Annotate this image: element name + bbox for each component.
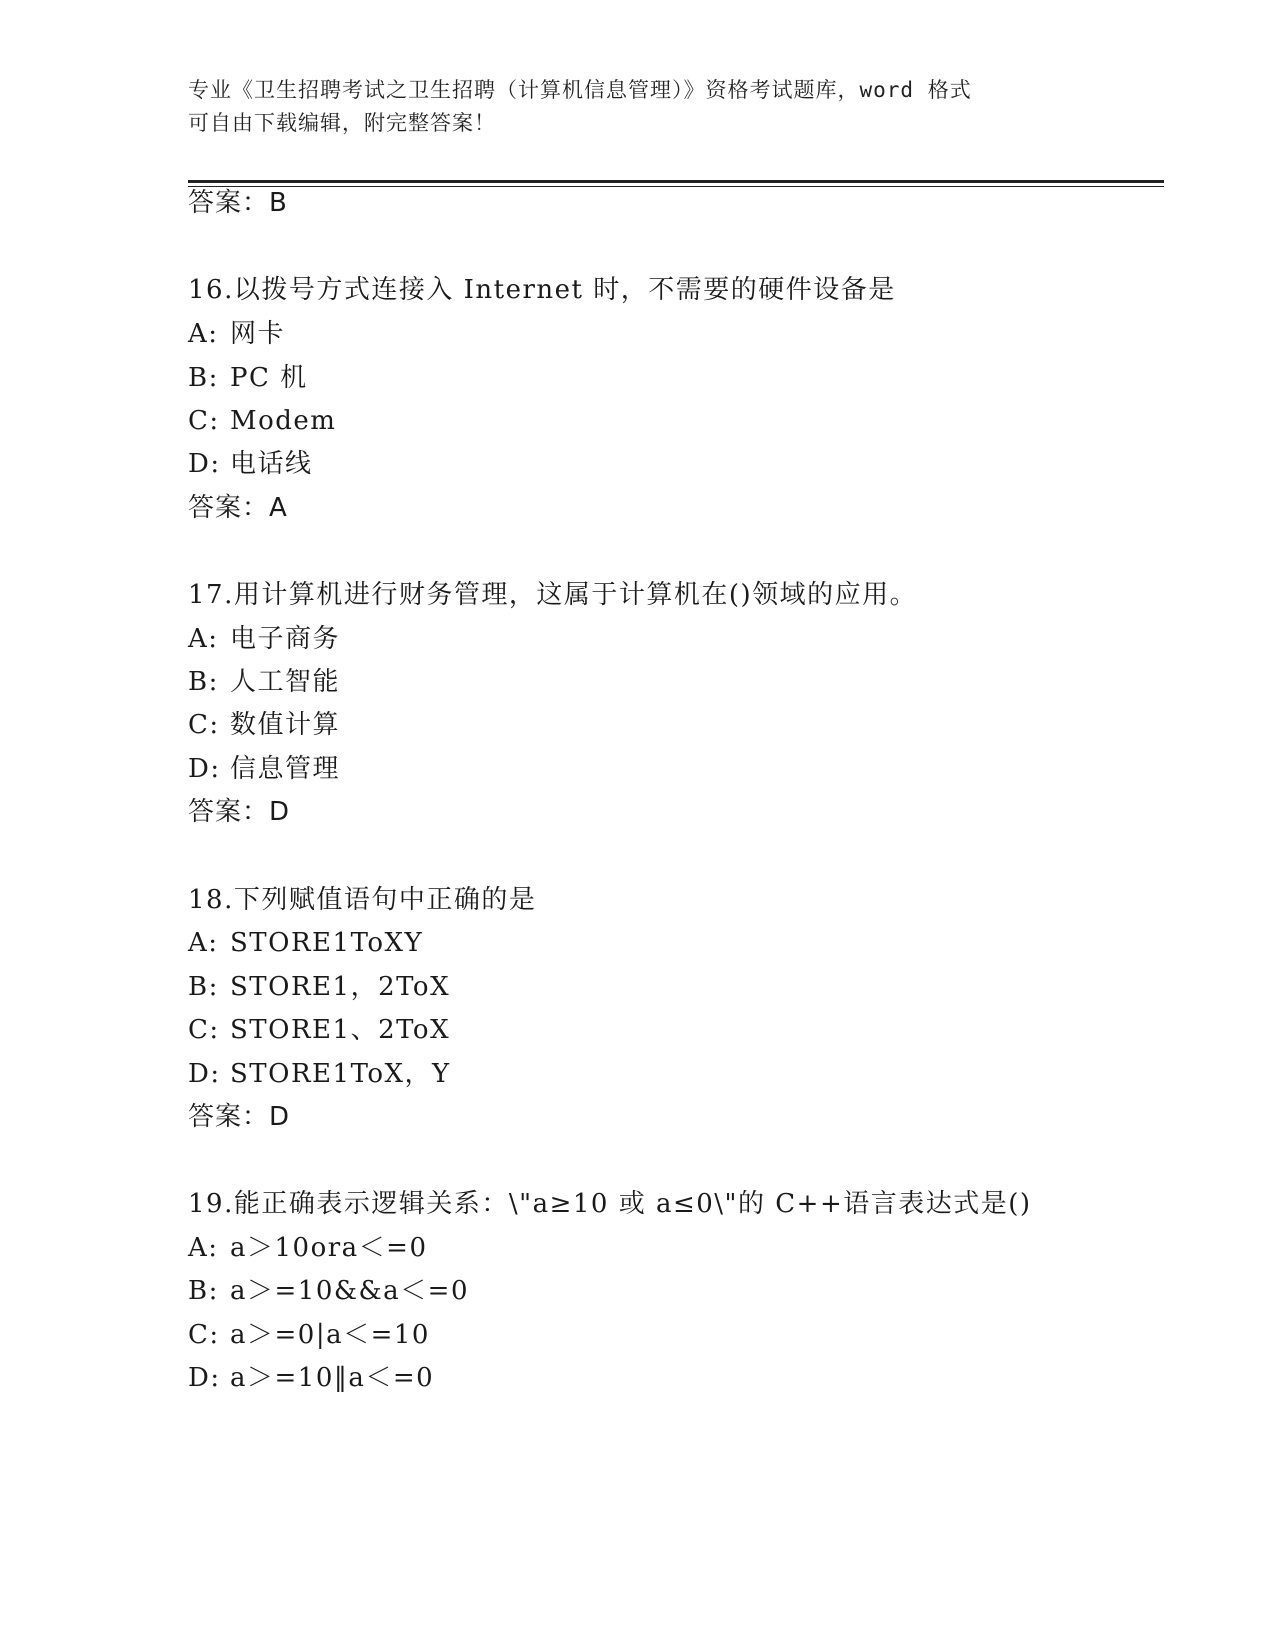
- option-letter: B:: [188, 972, 219, 1002]
- option-text: a＞=0|a＜=10: [230, 1320, 430, 1350]
- option-text: STORE1，2ToX: [230, 972, 451, 1002]
- option-19-d: [188, 1361, 434, 1395]
- option-16-b: [188, 361, 308, 395]
- option-text: STORE1、2ToX: [230, 1015, 451, 1045]
- option-text: a＞=10&&a＜=0: [230, 1276, 469, 1306]
- option-text: 人工智能: [230, 667, 341, 697]
- answer-prev: 答案：B: [188, 188, 288, 218]
- option-letter: B:: [188, 667, 219, 697]
- option-text: 信息管理: [230, 754, 341, 784]
- option-letter: A:: [188, 928, 219, 958]
- option-letter: D:: [188, 449, 221, 479]
- option-letter: B:: [188, 363, 219, 393]
- option-text: STORE1ToXY: [230, 928, 424, 958]
- option-letter: D:: [188, 1363, 221, 1393]
- header-divider-thin: [188, 186, 1164, 187]
- option-17-d: [188, 752, 340, 786]
- option-16-a: [188, 317, 285, 351]
- question-19: 19.能正确表示逻辑关系：\"a≥10 或 a≤0\"的 C++语言表达式是(): [188, 1189, 1032, 1219]
- option-letter: A:: [188, 1233, 219, 1263]
- option-text: a＞10ora＜=0: [230, 1233, 428, 1263]
- option-letter: C:: [188, 406, 220, 436]
- option-letter: C:: [188, 1015, 220, 1045]
- option-text: PC 机: [230, 363, 308, 393]
- option-19-a: [188, 1231, 428, 1265]
- option-16-d: [188, 447, 313, 481]
- option-17-a: [188, 622, 340, 656]
- option-text: 电话线: [230, 449, 313, 479]
- option-17-b: [188, 665, 340, 699]
- option-text: 电子商务: [230, 624, 341, 654]
- option-text: a＞=10‖a＜=0: [230, 1363, 435, 1393]
- option-19-b: [188, 1274, 469, 1308]
- question-18: 18.下列赋值语句中正确的是: [188, 885, 537, 915]
- header-line-1: 专业《卫生招聘考试之卫生招聘（计算机信息管理）》资格考试题库，word 格式: [188, 78, 972, 102]
- document-header: [188, 74, 1088, 140]
- option-text: 数值计算: [230, 710, 341, 740]
- question-17: 17.用计算机进行财务管理，这属于计算机在()领域的应用。: [188, 580, 918, 610]
- answer-18: 答案：D: [188, 1102, 291, 1132]
- option-18-d: [188, 1057, 451, 1091]
- header-divider-thick: [188, 180, 1164, 183]
- option-19-c: [188, 1318, 430, 1352]
- option-text: STORE1ToX，Y: [230, 1059, 451, 1089]
- option-letter: D:: [188, 754, 221, 784]
- option-letter: A:: [188, 624, 219, 654]
- option-letter: D:: [188, 1059, 221, 1089]
- option-letter: C:: [188, 710, 220, 740]
- option-17-c: [188, 708, 340, 742]
- answer-16: 答案：A: [188, 493, 288, 523]
- question-16: 16.以拨号方式连接入 Internet 时，不需要的硬件设备是: [188, 275, 896, 305]
- option-16-c: [188, 404, 336, 438]
- option-18-b: [188, 970, 450, 1004]
- option-text: 网卡: [230, 319, 286, 349]
- answer-17: 答案：D: [188, 797, 291, 827]
- option-text: Modem: [230, 406, 337, 436]
- option-letter: B:: [188, 1276, 219, 1306]
- option-18-c: [188, 1013, 450, 1047]
- option-18-a: [188, 926, 423, 960]
- option-letter: C:: [188, 1320, 220, 1350]
- option-letter: A:: [188, 319, 219, 349]
- header-line-2: 可自由下载编辑，附完整答案！: [188, 111, 496, 135]
